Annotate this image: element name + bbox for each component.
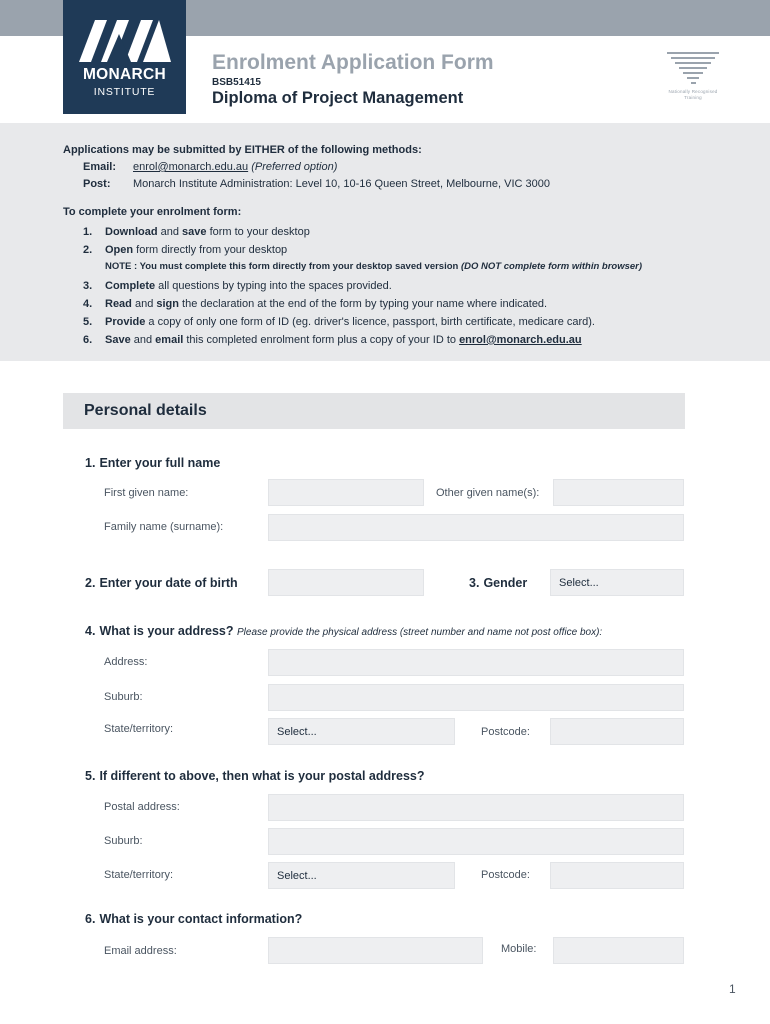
monarch-logo — [63, 0, 186, 114]
postal-address-field[interactable] — [268, 794, 684, 821]
step-4: 4. Read and sign the declaration at the end of the form by typing your name where indicated. — [83, 298, 548, 310]
section-title: Personal details — [84, 402, 207, 419]
nrt-line1: Nationally Recognised — [668, 89, 718, 94]
mobile-label: Mobile: — [501, 943, 537, 955]
email-link-step6[interactable]: enrol@monarch.edu.au — [459, 334, 582, 346]
email-note: (Preferred option) — [251, 161, 338, 173]
address-field[interactable] — [268, 649, 684, 676]
postal-state-label: State/territory: — [104, 869, 174, 881]
postcode-label: Postcode: — [481, 726, 530, 738]
postal-address-label: Postal address: — [104, 801, 180, 813]
step-3: 3. Complete all questions by typing into the spaces provided. — [83, 280, 392, 292]
suburb-field[interactable] — [268, 684, 684, 711]
form-title: Enrolment Application Form — [212, 51, 494, 74]
date-of-birth-field[interactable] — [268, 569, 424, 596]
post-label: Post: — [83, 178, 111, 190]
suburb-label: Suburb: — [104, 691, 143, 703]
postal-postcode-label: Postcode: — [481, 869, 530, 881]
family-name-field[interactable] — [268, 514, 684, 541]
step-6: 6. Save and email this completed enrolment form plus a copy of your ID to enrol@monarch.edu.au — [83, 334, 582, 346]
logo-text-monarch: MONARCH — [82, 66, 167, 83]
other-names-field[interactable] — [553, 479, 684, 506]
other-names-label: Other given name(s): — [436, 487, 540, 499]
monarch-mountains-icon — [77, 20, 173, 62]
email-link[interactable]: enrol@monarch.edu.au — [133, 161, 249, 173]
question-contact-info: 6. What is your contact information? — [85, 912, 303, 926]
browser-note: NOTE : You must complete this form directly from your desktop saved version (DO NOT complete form within browser) — [105, 261, 643, 272]
step-5: 5. Provide a copy of only one form of ID (eg. driver's licence, passport, birth certificate, medicare card). — [83, 316, 595, 328]
step-2: 2. Open form directly from your desktop — [83, 244, 288, 256]
mobile-field[interactable] — [553, 937, 684, 964]
address-label: Address: — [104, 656, 148, 668]
course-name: Diploma of Project Management — [212, 89, 464, 107]
email-line — [133, 161, 337, 173]
complete-heading: To complete your enrolment form: — [63, 206, 242, 218]
nrt-logo — [655, 52, 731, 100]
gender-select[interactable]: Select... — [550, 569, 684, 596]
postal-postcode-field[interactable] — [550, 862, 684, 889]
question-full-name: 1. Enter your full name — [85, 456, 221, 470]
methods-heading: Applications may be submitted by EITHER of the following methods: — [63, 144, 422, 156]
question-postal-address: 5. If different to above, then what is your postal address? — [85, 769, 425, 783]
nrt-triangle-icon — [655, 52, 731, 84]
first-name-field[interactable] — [268, 479, 424, 506]
email-label: Email: — [83, 161, 117, 173]
postal-suburb-label: Suburb: — [104, 835, 143, 847]
logo-text-institute: INSTITUTE — [93, 86, 156, 98]
postal-state-select[interactable]: Select... — [268, 862, 455, 889]
instructions-panel — [0, 123, 770, 361]
state-select[interactable]: Select... — [268, 718, 455, 745]
post-address: Monarch Institute Administration: Level 10, 10-16 Queen Street, Melbourne, VIC 3000 — [133, 178, 551, 190]
section-personal-details — [63, 393, 685, 429]
course-code: BSB51415 — [212, 77, 261, 88]
page-number: 1 — [729, 982, 736, 996]
question-date-of-birth: 2. Enter your date of birth — [85, 576, 238, 590]
state-label: State/territory: — [104, 723, 174, 735]
question-gender: 3. Gender — [469, 576, 528, 590]
nrt-line2: Training — [684, 94, 702, 100]
email-address-field[interactable] — [268, 937, 483, 964]
email-address-label: Email address: — [104, 945, 177, 957]
postal-suburb-field[interactable] — [268, 828, 684, 855]
step-1: 1. Download and save form to your desktop — [83, 226, 310, 238]
first-name-label: First given name: — [104, 487, 189, 499]
question-address: 4. What is your address? Please provide the physical address (street number and name not post office box): — [85, 624, 603, 638]
family-name-label: Family name (surname): — [104, 521, 224, 533]
postcode-field[interactable] — [550, 718, 684, 745]
